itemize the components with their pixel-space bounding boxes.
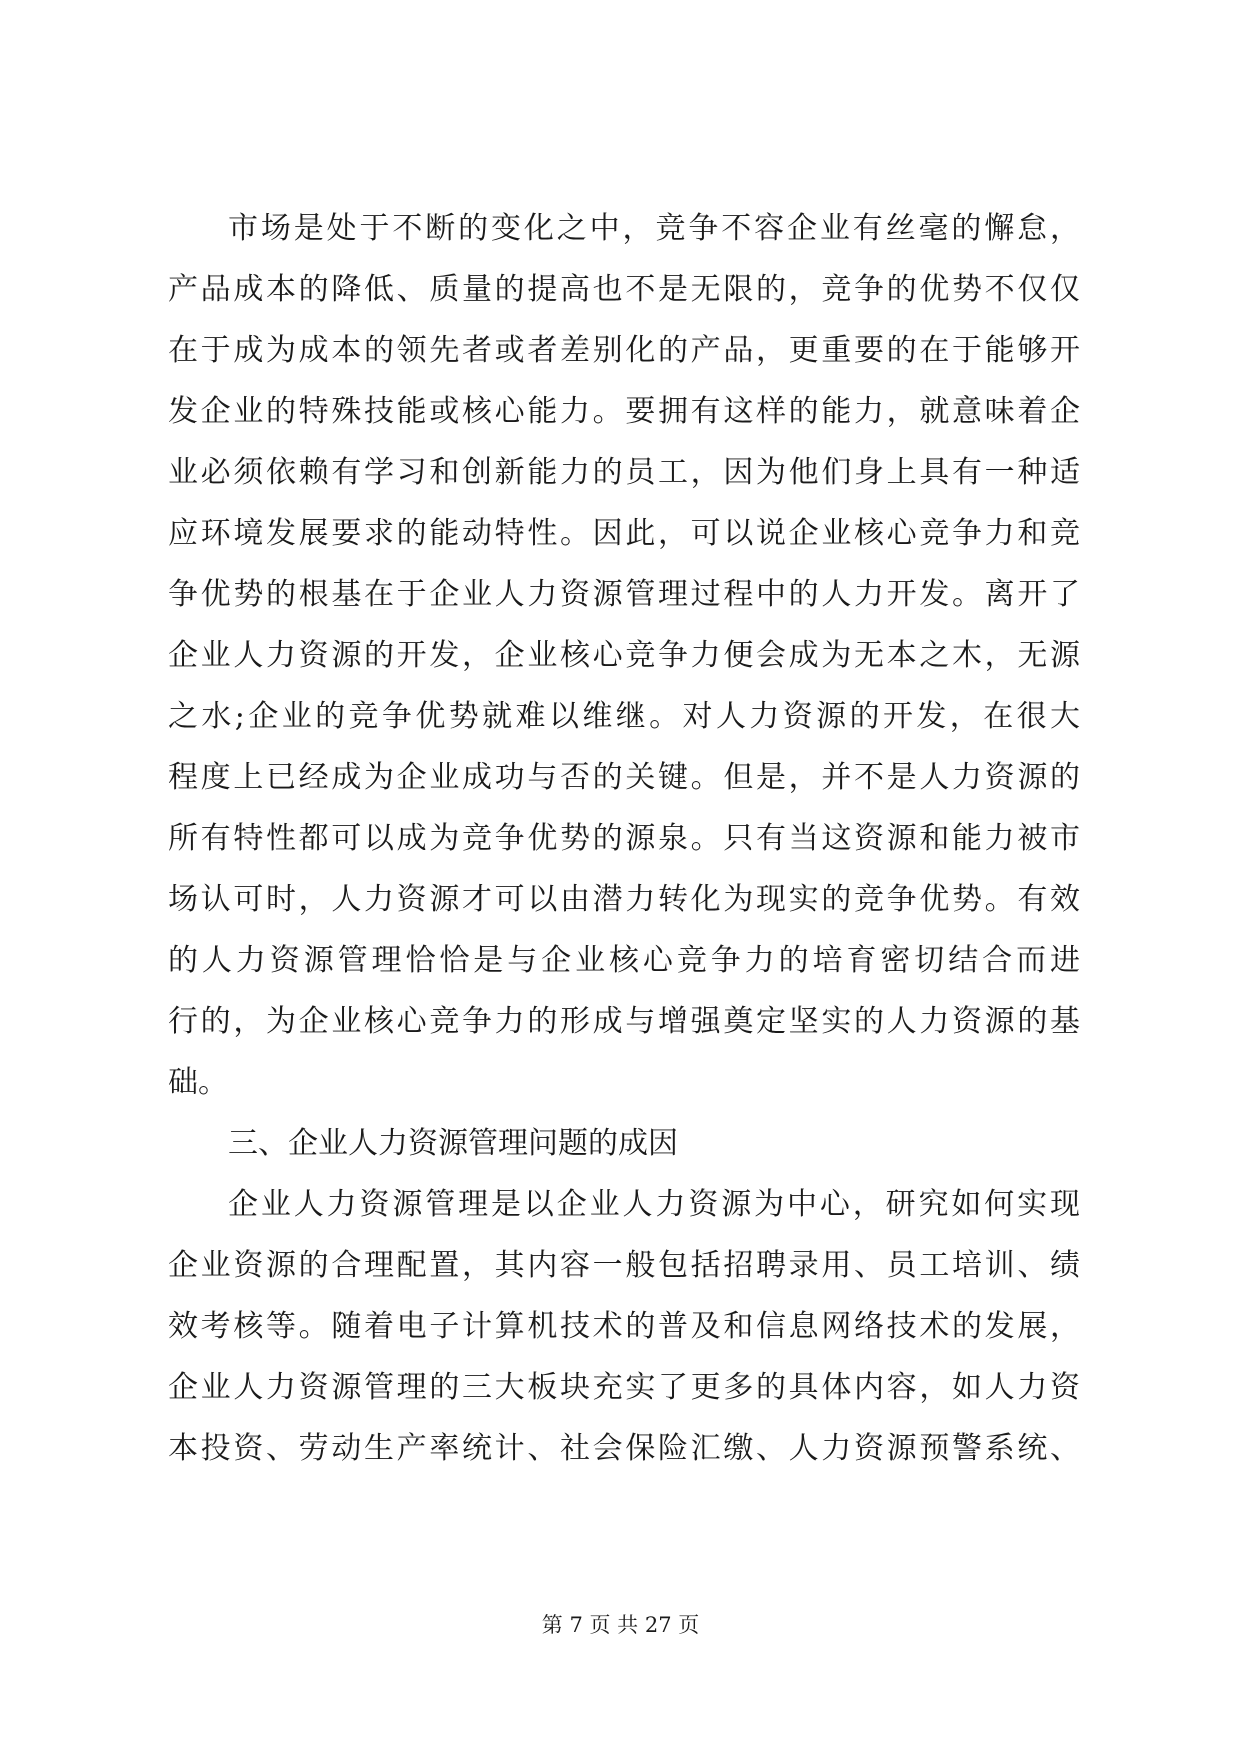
paragraph-line: 企业人力资源管理的三大板块充实了更多的具体内容，如人力资 — [168, 1370, 1080, 1405]
paragraph-line: 场认可时，人力资源才可以由潜力转化为现实的竞争优势。有效 — [168, 882, 1080, 917]
paragraph-line: 争优势的根基在于企业人力资源管理过程中的人力开发。离开了 — [168, 577, 1080, 612]
paragraph-line: 业必须依赖有学习和创新能力的员工，因为他们身上具有一种适 — [168, 455, 1080, 490]
paragraph-line: 在于成为成本的领先者或者差别化的产品，更重要的在于能够开 — [168, 333, 1080, 368]
paragraph-line: 行的，为企业核心竞争力的形成与增强奠定坚实的人力资源的基 — [168, 1004, 1080, 1039]
paragraph-line: 所有特性都可以成为竞争优势的源泉。只有当这资源和能力被市 — [168, 821, 1080, 856]
paragraph-line: 企业人力资源管理是以企业人力资源为中心，研究如何实现 — [228, 1187, 1080, 1222]
paragraph-line: 程度上已经成为企业成功与否的关键。但是，并不是人力资源的 — [168, 760, 1080, 795]
section-heading: 三、企业人力资源管理问题的成因 — [228, 1126, 678, 1161]
paragraph-line: 发企业的特殊技能或核心能力。要拥有这样的能力，就意味着企 — [168, 394, 1080, 429]
paragraph-line: 效考核等。随着电子计算机技术的普及和信息网络技术的发展， — [168, 1309, 1080, 1344]
paragraph-line: 产品成本的降低、质量的提高也不是无限的，竞争的优势不仅仅 — [168, 272, 1080, 307]
paragraph-line: 之水;企业的竞争优势就难以维继。对人力资源的开发，在很大 — [168, 699, 1080, 734]
paragraph-line: 企业人力资源的开发，企业核心竞争力便会成为无本之木，无源 — [168, 638, 1080, 673]
paragraph-line: 的人力资源管理恰恰是与企业核心竞争力的培育密切结合而进 — [168, 943, 1080, 978]
page-number-footer: 第 7 页 共 27 页 — [541, 1613, 700, 1637]
document-body — [168, 198, 1080, 1479]
paragraph-line: 企业资源的合理配置，其内容一般包括招聘录用、员工培训、绩 — [168, 1248, 1080, 1283]
paragraph-line: 市场是处于不断的变化之中，竞争不容企业有丝毫的懈怠， — [228, 211, 1080, 246]
paragraph-line: 本投资、劳动生产率统计、社会保险汇缴、人力资源预警系统、 — [168, 1431, 1080, 1466]
paragraph-line: 应环境发展要求的能动特性。因此，可以说企业核心竞争力和竞 — [168, 516, 1080, 551]
paragraph-line: 础。 — [168, 1065, 228, 1100]
